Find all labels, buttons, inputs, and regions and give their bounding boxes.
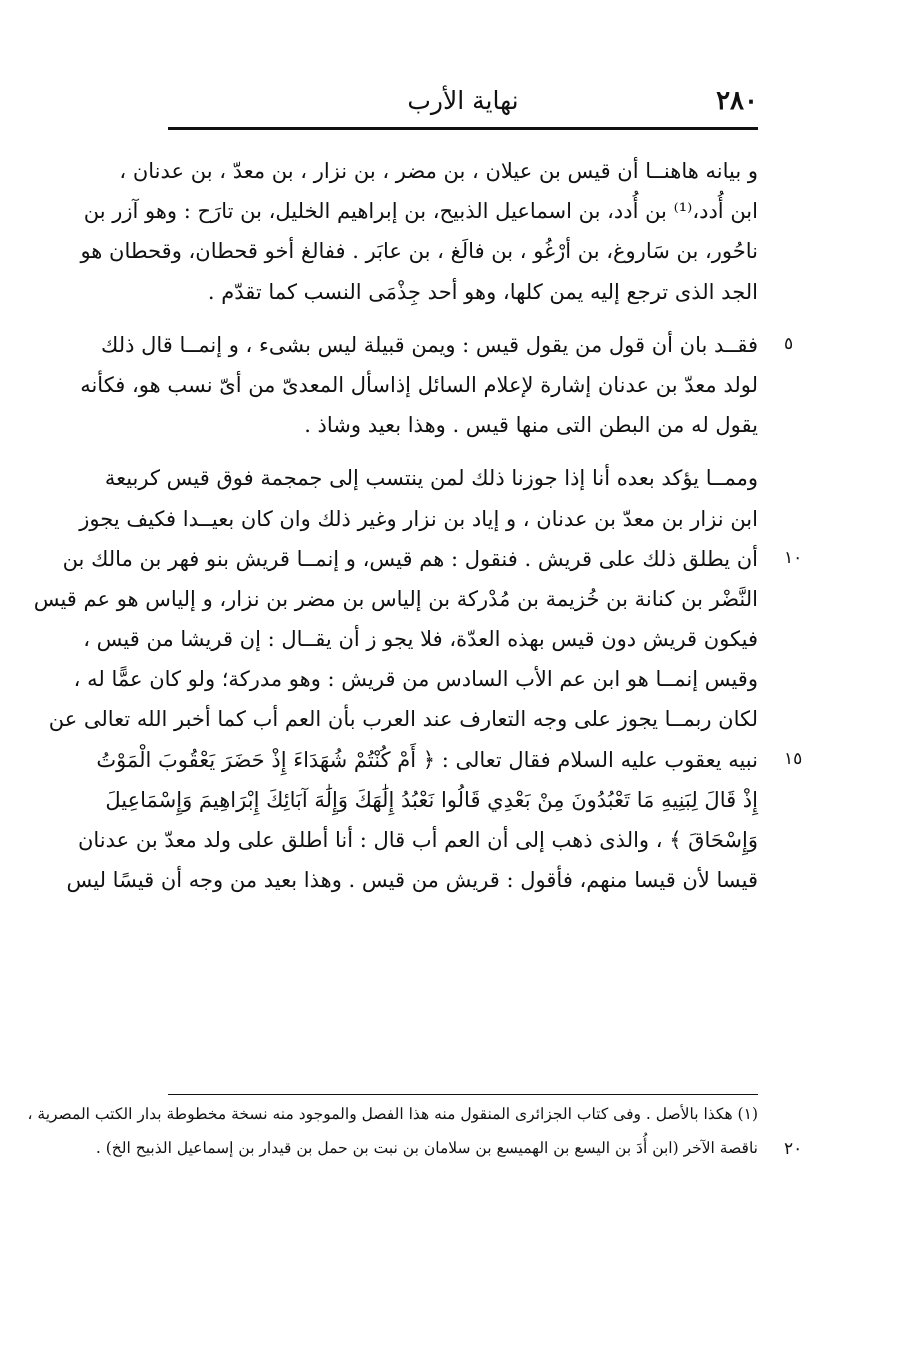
text-line: وَإِسْحَاقَ ﴾ ، والذى ذهب إلى أن العم أب قال : أنا أطلق على ولد معدّ بن عدنان (77, 828, 758, 852)
footnote-rule (168, 1094, 758, 1095)
text-line: فيكون قريش دون قيس بهذه العدّة، فلا يجو ز أن يقــال : إن قريشا من قيس ، (83, 627, 758, 652)
text-line: إِذْ قَالَ لِبَنِيهِ مَا تَعْبُدُونَ مِنْ بَعْدِي قَالُوا نَعْبُدُ إِلَٰهَكَ وَإِلَٰهَ آبَائِكَ إِبْرَاهِيمَ وَإِسْمَاعِيلَ (105, 787, 758, 812)
page-number: ٢٨٠ (716, 86, 758, 116)
text-line: لولد معدّ بن عدنان إشارة لإعلام السائل إذاسأل المعدىّ من أىّ نسب هو، فكأنه (80, 372, 758, 397)
running-title: نهاية الأرب (407, 86, 519, 115)
page-header (168, 84, 758, 124)
line-number: ١٥ (784, 749, 803, 769)
line-number: ١٠ (784, 548, 803, 568)
footnote-line: ناقصة الآخر (ابن أُدَ بن اليسع بن الهميسع بن سلامان بن نبت بن حمل بن قيدار بن إسماعيل الذبيح الخ) . (95, 1139, 758, 1157)
text-line: ابن نزار بن معدّ بن عدنان ، و إياد بن نزار وغير ذلك وان كان بعيــدا فكيف يجوز (79, 506, 758, 531)
text-line: الجد الذى ترجع إليه يمن كلها، وهو أحد جِذْمَى النسب كما تقدّم . (207, 279, 758, 304)
line-number: ٥ (784, 334, 794, 354)
footnote-line: (١) هكذا بالأصل . وفى كتاب الجزائرى المنقول منه هذا الفصل والموجود منه نسخة مخطوطة بدار الكتب المصرية ، (27, 1105, 758, 1123)
text-line: وممــا يؤكد بعده أنا إذا جوزنا ذلك لمن ينتسب إلى جمجمة فوق قيس كربيعة (104, 466, 758, 491)
line-number: ٢٠ (784, 1139, 803, 1159)
text-line: أن يطلق ذلك على قريش . فنقول : هم قيس، و إنمــا قريش بنو فهر بن مالك بن (62, 546, 758, 571)
footnotes (27, 1100, 758, 1168)
text-line: ناحُور، بن سَاروغ، بن أرْغُو ، بن فالَغ ، بن عابَر . ففالغ أخو قحطان، وقحطان هو (80, 239, 758, 264)
paragraph (80, 326, 758, 444)
text-line: وقيس إنمــا هو ابن عم الأب السادس من قريش : وهو مدركة؛ ولو كان عمًّا له ، (73, 667, 758, 692)
text-line: لكان ربمــا يجوز على وجه التعارف عند العرب بأن العم أب كما أخبر الله تعالى عن (48, 707, 758, 732)
text-line: قيسا لأن قيسا منهم، فأقول : قريش من قيس . وهذا بعيد من وجه أن قيسًا ليس (66, 868, 758, 893)
text-line: ابن أُدد،⁽¹⁾ بن أُدد، بن اسماعيل الذبيح، بن إبراهيم الخليل، بن تارَح : وهو آزر بن (83, 199, 758, 224)
main-text (33, 152, 758, 901)
paragraph (33, 459, 758, 899)
header-rule (168, 127, 758, 130)
text-line: نبيه يعقوب عليه السلام فقال تعالى : ﴿ أَمْ كُنْتُمْ شُهَدَاءَ إِذْ حَضَرَ يَعْقُوبَ الْمَوْتُ (96, 747, 758, 772)
text-line: النَّضْر بن كنانة بن خُزيمة بن مُدْركة بن إلياس بن مضر بن نزار، و إلياس هو عم قيس (33, 586, 758, 611)
paragraph (80, 152, 758, 311)
text-line: و بيانه هاهنــا أن قيس بن عيلان ، بن مضر ، بن نزار ، بن معدّ ، بن عدنان ، (119, 159, 758, 183)
text-line: يقول له من البطن التى منها قيس . وهذا بعيد وشاذ . (304, 413, 758, 438)
text-line: فقــد بان أن قول من يقول قيس : ويمن قبيلة ليس بشىء ، و إنمــا قال ذلك (101, 332, 758, 357)
